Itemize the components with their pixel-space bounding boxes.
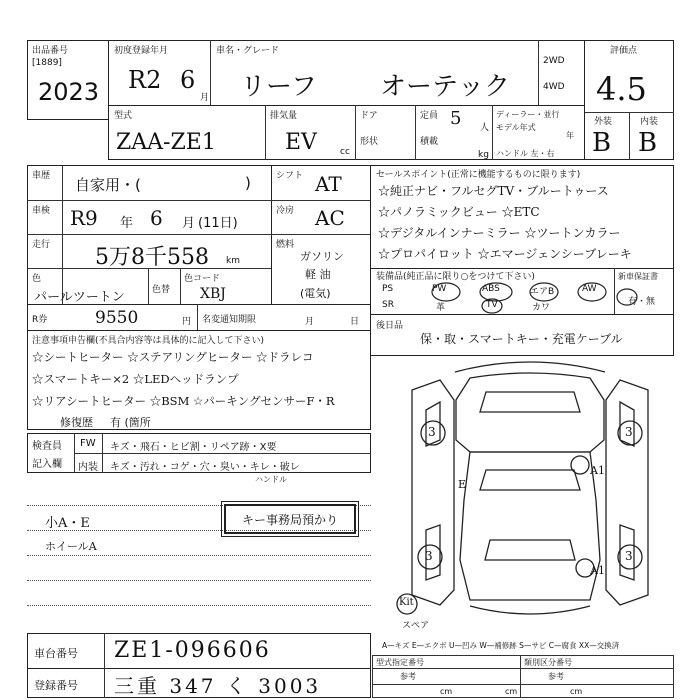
shaken-year-unit: 年 <box>120 216 134 231</box>
notice-label: 名変通知期限 <box>202 315 257 325</box>
sales-label: セールスポイント(正常に機能するものに限ります) <box>376 170 581 180</box>
cm-2: cm <box>505 687 518 696</box>
mileage-value: 5万8千558 <box>95 245 209 270</box>
diagram-spare: スペア <box>402 621 430 631</box>
shaken-day: (11日) <box>198 216 238 231</box>
sales-line-2: ☆パノラミックビュー ☆ETC <box>378 205 540 219</box>
year-value: 2023 <box>38 78 100 106</box>
notice-day: 日 <box>350 317 360 327</box>
sales-line-1: ☆純正ナビ・フルセグTV・ブルートゥース <box>378 184 609 198</box>
diagram-kit: Kit <box>399 597 414 608</box>
lot-sub: [1889] <box>32 58 62 68</box>
mileage-label: 走行 <box>32 240 51 250</box>
type-designation-label: 型式指定番号 <box>376 658 424 667</box>
opt-pw: PW <box>432 284 447 294</box>
sales-line-4: ☆プロパイロット ☆エマージェンシーブレーキ <box>378 247 632 261</box>
opt-kawa: カワ <box>532 303 551 313</box>
cm-3: cm <box>570 687 583 696</box>
cm-1: cm <box>440 687 453 696</box>
notes-line-2: ☆スマートキー×2 ☆LEDヘッドランプ <box>32 372 239 386</box>
model-year-label: モデル年式 <box>496 123 536 132</box>
diagram-a1-bottom: A1 <box>590 564 605 577</box>
repair-value: 有 (箇所 <box>110 416 151 429</box>
reference-1: 参考 <box>400 672 416 681</box>
model-name: リーフ <box>240 72 317 102</box>
recycle-unit: 円 <box>182 317 192 327</box>
first-reg-month-unit: 月 <box>200 93 210 103</box>
ac-label: 冷房 <box>276 206 295 216</box>
options-label: 装備品(純正品に限り○をつけて下さい) <box>376 272 535 282</box>
displacement-label: 排気量 <box>270 111 298 121</box>
opt-tv: TV <box>486 300 498 310</box>
capacity-value: 5 <box>450 108 462 129</box>
opt-ps: PS <box>382 284 394 294</box>
fw-items: キズ・飛石・ヒビ割・リペア跡・X要 <box>110 442 277 453</box>
capacity-unit: 人 <box>480 123 490 133</box>
exterior-label: 外装 <box>594 117 613 127</box>
color-label: 色 <box>32 274 42 284</box>
repair-label: 修復歴 <box>60 416 93 429</box>
category-label: 類別区分番号 <box>524 658 572 667</box>
lot-label: 出品番号 <box>32 46 69 56</box>
fw-label: FW <box>80 438 96 449</box>
displacement-value: EV <box>285 130 317 155</box>
score-label: 評価点 <box>610 46 638 56</box>
dealer-label: ディーラー・並行 <box>496 110 560 119</box>
year-unit: 年 <box>566 131 574 140</box>
diagram-e: E <box>458 478 467 491</box>
opt-sr: SR <box>382 300 394 310</box>
diagram-legend: A—キズ E—エクボ U—凹み W—補修跡 S—サビ C—腐食 XX—交換済 <box>382 641 620 650</box>
shape-label: 形状 <box>360 137 379 147</box>
color-code-label: 色コード <box>184 274 221 284</box>
memo-line-2: ホイールA <box>45 540 97 553</box>
wheel-mark-fl: 3 <box>428 425 436 439</box>
inspector-handwritten: ハンドル <box>255 475 287 484</box>
recycle-value: 9550 <box>95 308 139 328</box>
chassis-value: ZE1-096606 <box>114 638 271 663</box>
first-reg-era: R2 <box>128 66 162 94</box>
history-label: 車歴 <box>32 171 51 181</box>
shift-value: AT <box>315 172 342 196</box>
door-label: ドア <box>360 111 378 121</box>
score-value: 4.5 <box>596 70 647 108</box>
notes-line-1: ☆シートヒーター ☆ステアリングヒーター ☆ドラレコ <box>32 350 314 364</box>
recycle-label: R券 <box>32 315 48 325</box>
interior-value: B <box>638 128 658 158</box>
wheel-mark-fr: 3 <box>625 425 633 439</box>
after-items-value: 保・取・スマートキー・充電ケーブル <box>420 332 623 346</box>
notice-month: 月 <box>305 317 315 327</box>
fuel-electric: (電気) <box>300 287 331 300</box>
color-value: パールツートン <box>34 290 125 305</box>
wheel-mark-rr: 3 <box>625 549 633 563</box>
history-close: ) <box>245 174 251 192</box>
drive-2wd: 2WD <box>543 56 565 66</box>
fuel-gasoline: ガソリン <box>300 250 344 263</box>
int-label: 内装 <box>78 462 98 473</box>
capacity-label: 定員 <box>420 111 439 121</box>
chassis-label: 車台番号 <box>34 647 78 660</box>
shaken-month-unit: 月 <box>182 216 196 231</box>
drive-4wd: 4WD <box>543 82 565 92</box>
sales-line-3: ☆デジタルインナーミラー ☆ツートンカラー <box>378 226 621 240</box>
reg-value: 三重 347 く 3003 <box>114 674 322 698</box>
load-unit: kg <box>478 150 489 160</box>
fuel-diesel: 軽 油 <box>305 268 331 281</box>
handle-label: ハンドル 左・右 <box>496 149 555 158</box>
opt-leather: 革 <box>436 303 446 313</box>
type-value: ZAA-ZE1 <box>116 130 216 155</box>
inspector-label-2: 記入欄 <box>32 459 62 470</box>
reg-label: 登録番号 <box>34 679 78 692</box>
first-reg-label: 初度登録年月 <box>114 46 169 56</box>
notes-line-3: ☆リアシートヒーター ☆BSM ☆パーキングセンサーF・R <box>32 394 335 408</box>
opt-abs: ABS <box>482 284 500 294</box>
int-items: キズ・汚れ・コゲ・穴・臭い・キレ・破レ <box>110 462 300 473</box>
key-stamp: キー事務局預かり <box>224 504 356 534</box>
shift-label: シフト <box>276 171 304 181</box>
ac-value: AC <box>315 206 345 230</box>
new-warranty-label: 新車保証書 <box>618 272 658 281</box>
color-code-value: XBJ <box>200 286 226 302</box>
memo-line-1: 小A・E <box>45 516 90 531</box>
shaken-label: 車検 <box>32 206 51 216</box>
after-items-label: 後日品 <box>376 321 404 331</box>
reference-2: 参考 <box>548 672 564 681</box>
notes-label: 注意事項申告欄(不具合内容等は具体的に記入して下さい) <box>32 336 265 346</box>
opt-airbag: エアB <box>530 287 555 297</box>
load-label: 積載 <box>420 137 439 147</box>
inspector-label-1: 検査員 <box>32 441 62 452</box>
new-warranty-value: 有・無 <box>628 297 656 307</box>
shaken-month: 6 <box>150 206 163 230</box>
displacement-unit: cc <box>340 147 350 157</box>
model-label: 車名・グレード <box>216 46 280 56</box>
wheel-mark-rl: 3 <box>425 549 433 563</box>
mileage-unit: km <box>226 256 240 266</box>
fuel-label: 燃料 <box>276 240 295 250</box>
shaken-era: R9 <box>70 206 98 230</box>
color-change-label: 色替 <box>152 285 171 295</box>
grade-name: オーテック <box>380 72 511 102</box>
history-value: 自家用・( <box>75 176 141 194</box>
first-reg-month: 6 <box>180 66 196 94</box>
interior-label: 内装 <box>640 117 659 127</box>
type-label: 型式 <box>114 111 133 121</box>
exterior-value: B <box>592 128 612 158</box>
opt-aw: AW <box>582 284 597 294</box>
diagram-a1-top: A1 <box>590 464 605 477</box>
